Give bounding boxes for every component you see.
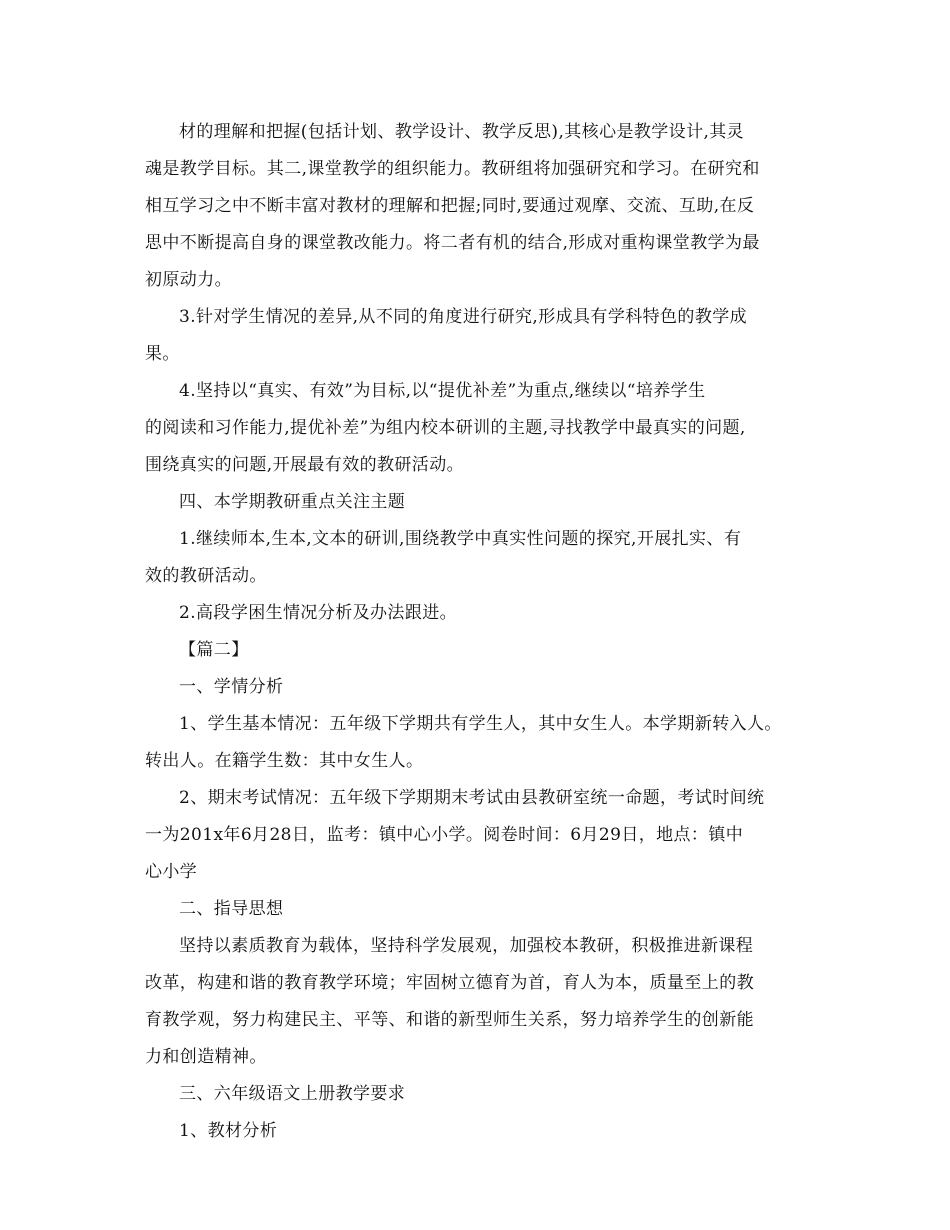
section-heading: 一、学情分析 [179,677,284,697]
part-heading: 【篇二】 [179,640,249,660]
body-line: 1、学生基本情况：五年级下学期共有学生人，其中女生人。本学期新转入人。 [179,714,782,734]
body-line: 育教学观，努力构建民主、平等、和谐的新型师生关系，努力培养学生的创新能 [145,1010,754,1030]
body-line: 1.继续师本,生本,文本的研训,围绕教学中真实性问题的探究,开展扎实、有 [179,529,742,549]
body-line: 初原动力。 [145,270,232,290]
body-line: 改革，构建和谐的教育教学环境；牢固树立德育为首，育人为本，质量至上的教 [145,973,754,993]
body-line: 心小学 [145,862,198,882]
body-line: 材的理解和把握(包括计划、教学设计、教学反思),其核心是教学设计,其灵 [179,122,745,142]
body-line: 坚持以素质教育为载体，坚持科学发展观，加强校本教研，积极推进新课程 [179,936,754,956]
subsection-heading: 1、教材分析 [179,1121,278,1141]
body-line: 2、期末考试情况：五年级下学期期末考试由县教研室统一命题，考试时间统 [179,788,765,808]
body-line: 魂是教学目标。其二,课堂教学的组织能力。教研组将加强研究和学习。在研究和 [145,159,760,179]
body-line: 效的教研活动。 [145,566,267,586]
body-line: 4.坚持以“真实、有效”为目标,以“提优补差”为重点,继续以“培养学生 [179,381,706,401]
body-line: 2.高段学困生情况分析及办法跟进。 [179,603,458,623]
body-line: 一为201x年6月28日，监考：镇中心小学。阅卷时间：6月29日，地点：镇中 [145,825,744,845]
body-line: 相互学习之中不断丰富对教材的理解和把握;同时,要通过观摩、交流、互助,在反 [145,196,755,216]
body-line: 围绕真实的问题,开展最有效的教研活动。 [145,455,465,475]
body-line: 力和创造精神。 [145,1047,267,1067]
section-heading: 三、六年级语文上册教学要求 [179,1084,406,1104]
body-line: 转出人。在籍学生数：其中女生人。 [145,751,424,771]
section-heading: 二、指导思想 [179,899,284,919]
body-line: 3.针对学生情况的差异,从不同的角度进行研究,形成具有学科特色的教学成 [179,307,748,327]
section-heading: 四、本学期教研重点关注主题 [179,492,406,512]
body-line: 果。 [145,344,180,364]
body-line: 的阅读和习作能力,提优补差”为组内校本研训的主题,寻找教学中最真实的问题, [145,418,746,438]
body-line: 思中不断提高自身的课堂教改能力。将二者有机的结合,形成对重构课堂教学为最 [145,233,760,253]
